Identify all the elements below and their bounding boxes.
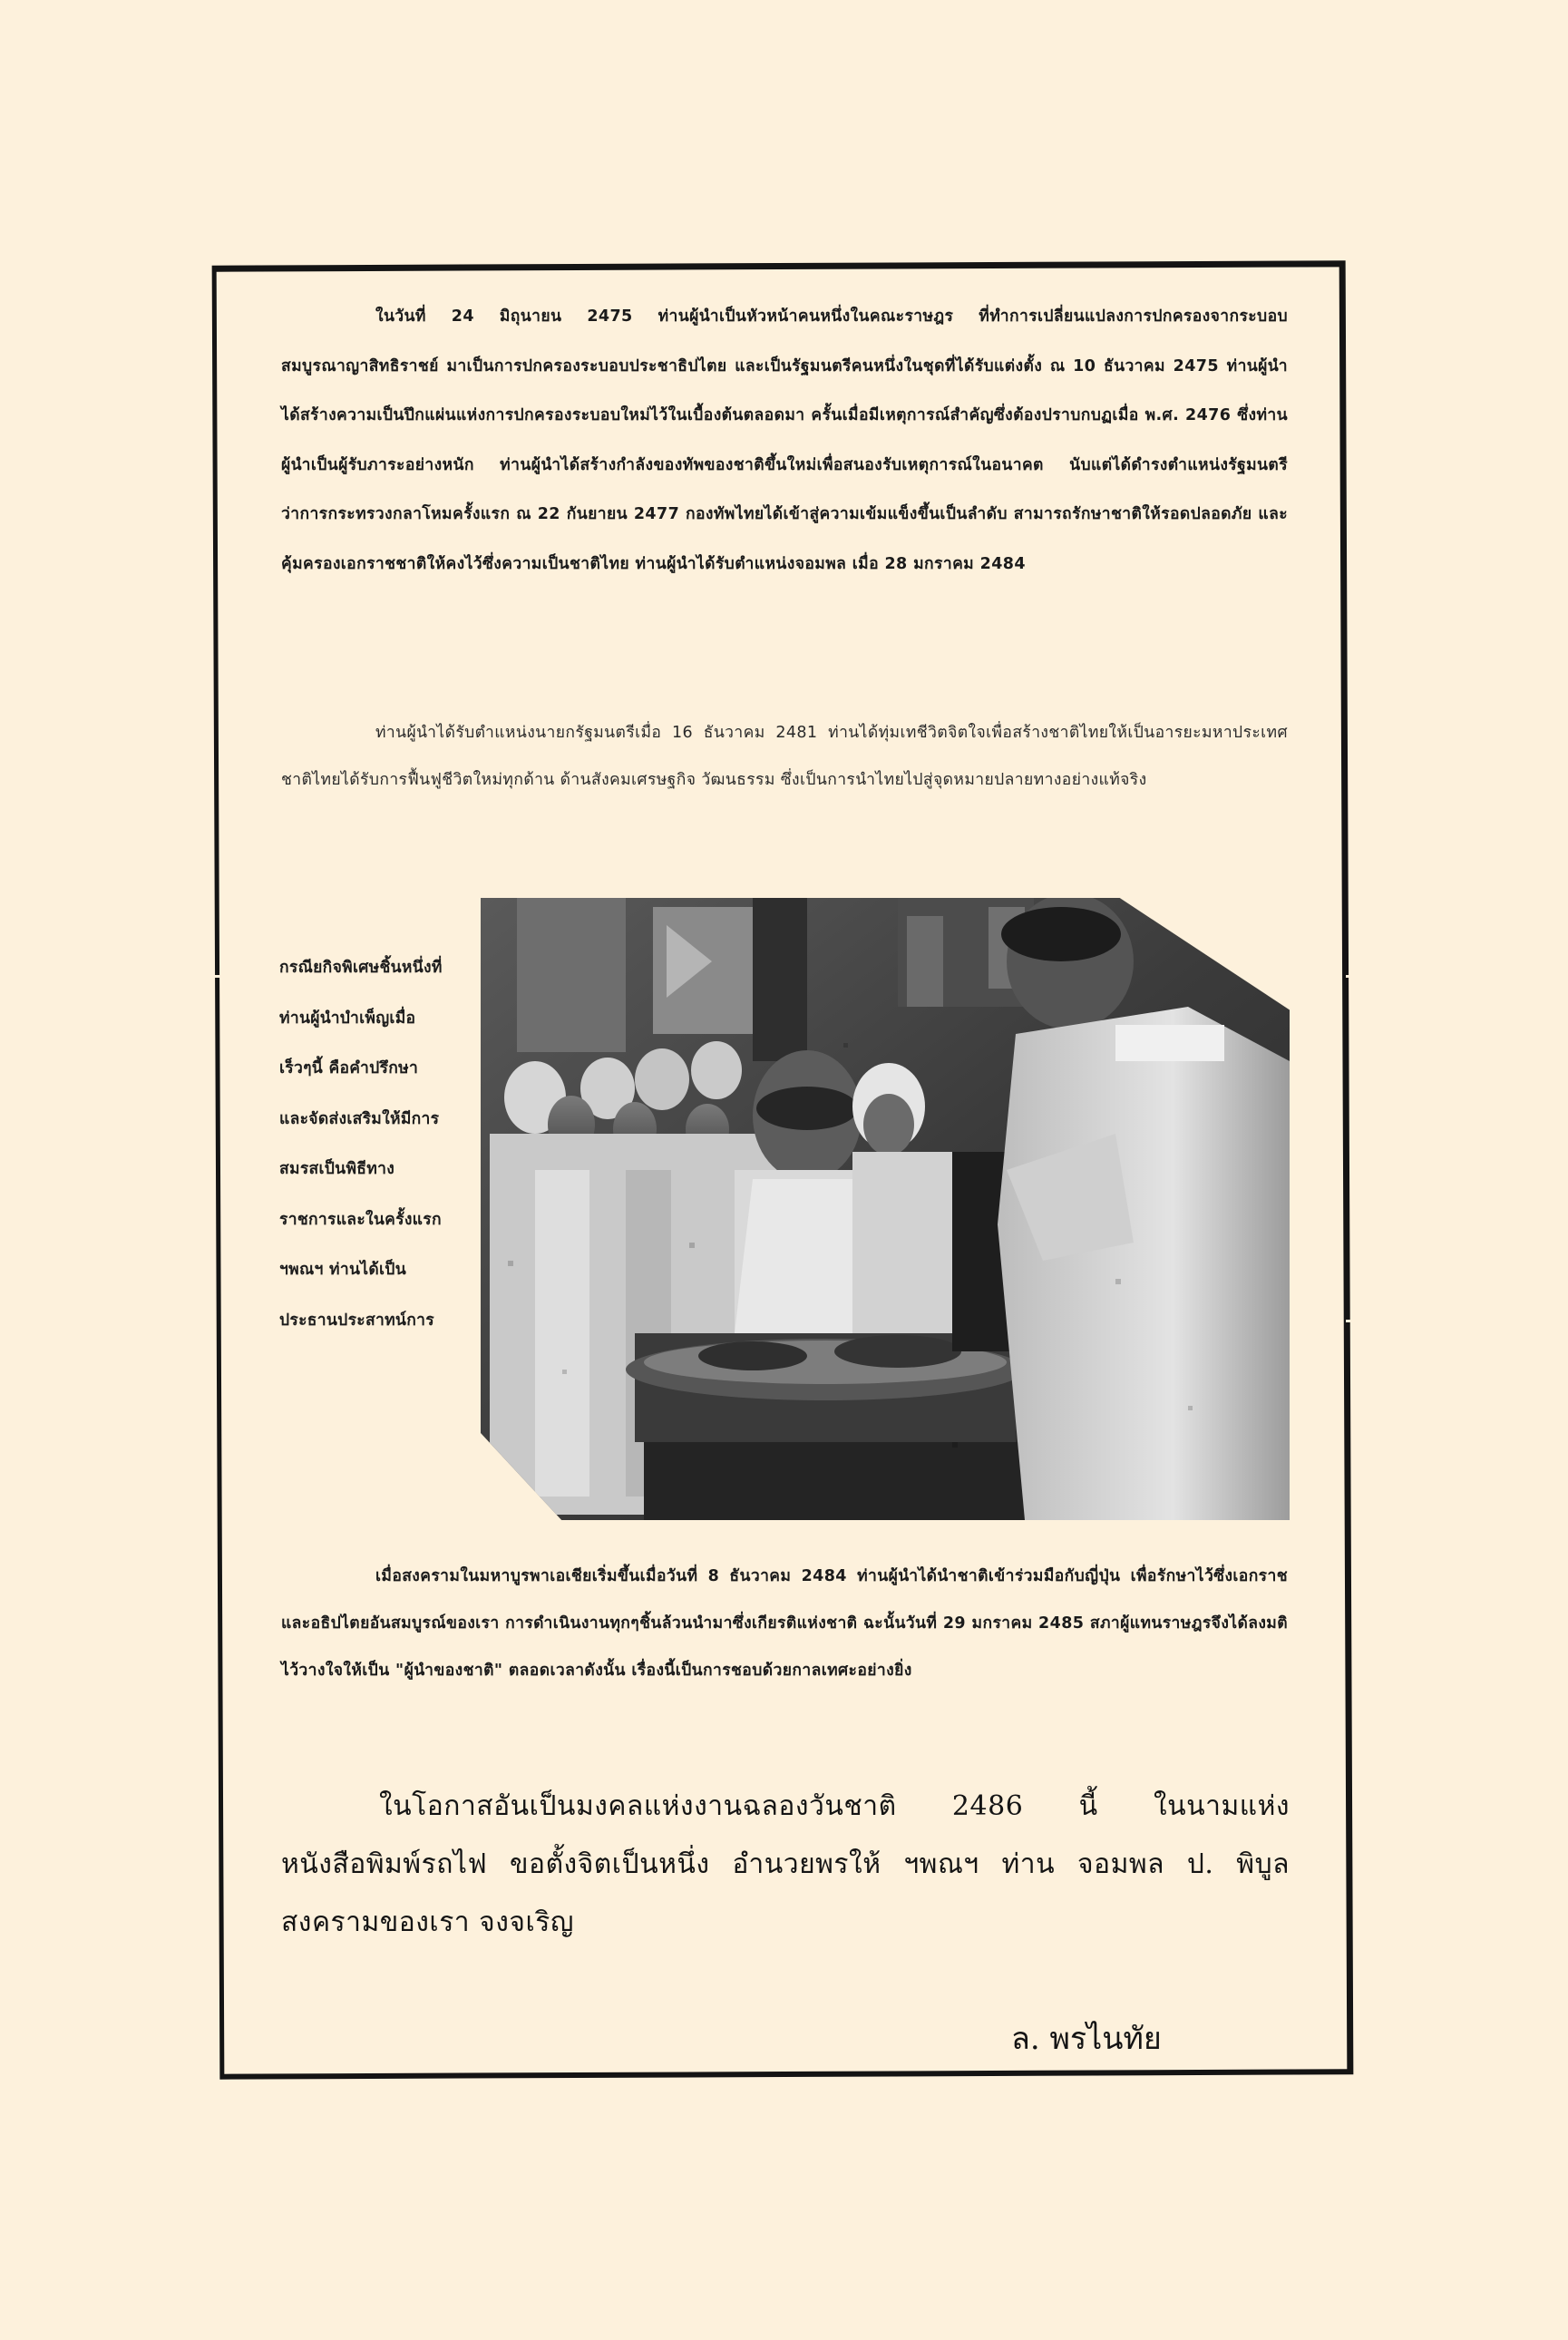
photo-caption: กรณียกิจพิเศษชิ้นหนึ่งที่ท่านผู้นำบำเพ็ญเมื่อเร็วๆนี้ คือคำปรึกษาและจัดส่งเสริมให้มีการสมรสเป็นพิธีทางราชการและในครั้งแรก ฯพณฯ ท่านได้เป็นประธานประสาทน์การ: [279, 959, 443, 1330]
author-signature: ล. พรไนทัย: [1011, 2021, 1162, 2057]
ceremony-photo: [481, 898, 1290, 1520]
closing-dedication: ในโอกาสอันเป็นมงคลแห่งงานฉลองวันชาติ 2486 นี้ ในนามแห่งหนังสือพิมพ์รถไฟ ขอตั้งจิตเป็นหนึ่ง อำนวยพรให้ ฯพณฯ ท่าน จอมพล ป. พิบูลสงครามของเรา จงจเริญ: [281, 1790, 1290, 1938]
fold-mark: [214, 975, 223, 978]
article-paragraph-3: เมื่อสงครามในมหาบูรพาเอเชียเริ่มขึ้นเมื่อวันที่ 8 ธันวาคม 2484 ท่านผู้นำได้นำชาติเข้าร่วมมือกับญี่ปุ่น เพื่อรักษาไว้ซึ่งเอกราชและอธิปไตยอันสมบูรณ์ของเรา การดำเนินงานทุกๆชิ้นล้วนนำมาซึ่งเกียรติแห่งชาติ ฉะนั้นวันที่ 29 มกราคม 2485 สภาผู้แทนราษฎรจึงได้ลงมติไว้วางใจให้เป็น "ผู้นำของชาติ" ตลอดเวลาดังนั้น เรื่องนี้เป็นการชอบด้วยกาลเทศะอย่างยิ่ง: [281, 1567, 1288, 1680]
fold-mark: [1346, 1320, 1355, 1322]
article-paragraph-2: ท่านผู้นำได้รับตำแหน่งนายกรัฐมนตรีเมื่อ 16 ธันวาคม 2481 ท่านได้ทุ่มเทชีวิตจิตใจเพื่อสร้างชาติไทยให้เป็นอารยะมหาประเทศ ชาติไทยได้รับการฟื้นฟูชีวิตใหม่ทุกด้าน ด้านสังคมเศรษฐกิจ วัฒนธรรม ซึ่งเป็นการนำไทยไปสู่จุดหมายปลายทางอย่างแท้จริง: [281, 724, 1288, 789]
article-paragraph-1: ในวันที่ 24 มิถุนายน 2475 ท่านผู้นำเป็นหัวหน้าคนหนึ่งในคณะราษฎร ที่ทำการเปลี่ยนแปลงการปกครองจากระบอบสมบูรณาญาสิทธิราชย์ มาเป็นการปกครองระบอบประชาธิปไตย และเป็นรัฐมนตรีคนหนึ่งในชุดที่ได้รับแต่งตั้ง ณ 10 ธันวาคม 2475 ท่านผู้นำได้สร้างความเป็นปึกแผ่นแห่งการปกครองระบอบใหม่ไว้ในเบื้องต้นตลอดมา ครั้นเมื่อมีเหตุการณ์สำคัญซึ่งต้องปราบกบฏเมื่อ พ.ศ. 2476 ซึ่งท่านผู้นำเป็นผู้รับภาระอย่างหนัก ท่านผู้นำได้สร้างกำลังของทัพของชาติขึ้นใหม่เพื่อสนองรับเหตุการณ์ในอนาคต นับแต่ได้ดำรงตำแหน่งรัฐมนตรีว่าการกระทรวงกลาโหมครั้งแรก ณ 22 กันยายน 2477 กองทัพไทยได้เข้าสู่ความเข้มแข็งขึ้นเป็นลำดับ สามารถรักษาชาติให้รอดปลอดภัย และคุ้มครองเอกราชชาติให้คงไว้ซึ่งความเป็นชาติไทย ท่านผู้นำได้รับตำแหน่งจอมพล เมื่อ 28 มกราคม 2484: [281, 307, 1288, 573]
fold-mark: [1346, 975, 1355, 978]
